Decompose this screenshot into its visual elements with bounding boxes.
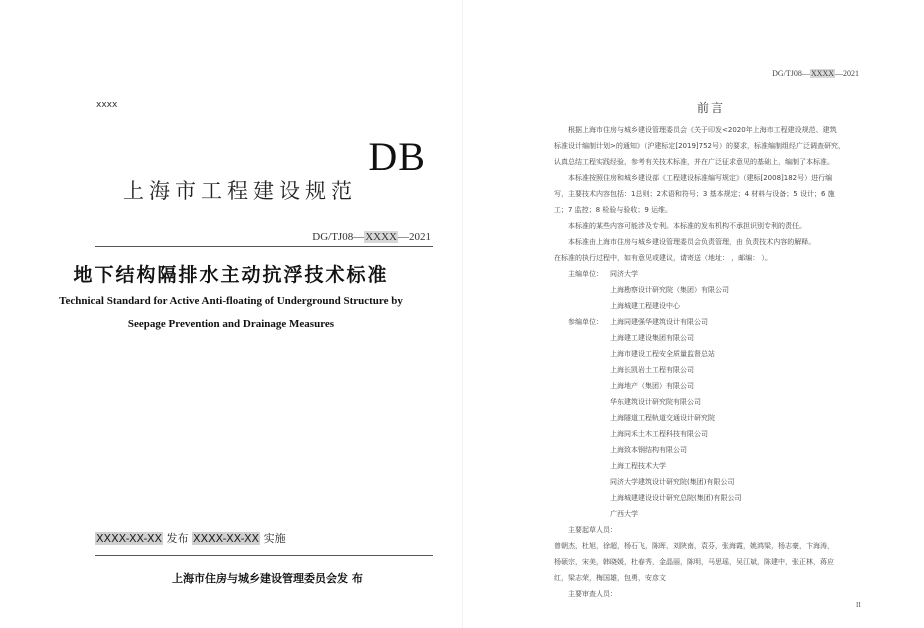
title-english-line1: Technical Standard for Active Anti-floating of Underground Structure by: [59, 295, 403, 307]
code-placeholder: XXXX: [365, 231, 397, 243]
para1-line2: 标准设计编制计划>的通知》（沪建标定[2019]752号）的要求，标准编制组经广泛调查研究，: [554, 142, 846, 150]
title-chinese: 地下结构隔排水主动抗浮技术标准: [73, 264, 389, 286]
title-english-line2: Seepage Prevention and Drainage Measures: [127, 318, 335, 330]
page-divider: [462, 0, 463, 628]
participating-unit: 上海长凯岩土工程有限公司: [610, 366, 694, 374]
preface-title: 前言: [697, 101, 726, 115]
para2-line3: 工；7 监控；8 检验与验收；9 运维。: [554, 206, 673, 214]
participating-unit: 同济大学建筑设计研究院(集团)有限公司: [610, 478, 735, 486]
participating-unit: 上海工程技术大学: [610, 462, 666, 470]
effective-text: 实施: [263, 532, 286, 545]
code-suffix: —2021: [398, 231, 431, 243]
standard-code: [312, 231, 431, 243]
drafters-line3: 红，梁志荣，梅国雄，包勇，安彦文: [554, 574, 666, 582]
participating-unit: 上海同禾土木工程科技有限公司: [610, 430, 708, 438]
header-code: [772, 69, 859, 78]
para2-line1: 本标准按照住房和城乡建设部《工程建设标准编写规定》（建标[2008]182号）进行编: [568, 174, 833, 182]
top-rule: [95, 246, 433, 247]
participating-unit: 上海致本钢结构有限公司: [610, 446, 687, 454]
header-code-suffix: —2021: [835, 69, 859, 78]
para2-line2: 写，主要技术内容包括：1总则；2术语和符号；3 基本规定；4 材料与设备；5 设计；6 施: [554, 190, 835, 198]
para3: 本标准的某些内容可能涉及专利。本标准的发布机构不承担识别专利的责任。: [568, 222, 806, 230]
participating-unit: 上海地产（集团）有限公司: [610, 382, 694, 390]
chief-unit: 上海城建工程建设中心: [610, 302, 680, 310]
reviewers-label: 主要审查人员：: [568, 590, 617, 598]
participating-unit: 上海隧道工程轨道交通设计研究院: [610, 414, 715, 422]
para1-line1: 根据上海市住房与城乡建设管理委员会《关于印发<2020年上海市工程建设规范、建筑: [568, 126, 837, 134]
participating-unit: 上海城建建设设计研究总院(集团)有限公司: [610, 494, 742, 502]
para4-line2: 在标准的执行过程中，如有意见或建议，请寄送（地址： ，邮编： ）。: [554, 254, 772, 262]
publisher: 上海市住房与城乡建设管理委员会发 布: [172, 572, 363, 585]
series-title: 上海市工程建设规范: [123, 179, 357, 203]
page-number: II: [856, 601, 861, 609]
participating-unit: 华东建筑设计研究院有限公司: [610, 398, 701, 406]
participating-unit: 上海建工建设集团有限公司: [610, 334, 694, 342]
chief-units-label: 主编单位：: [568, 270, 603, 278]
para1-line3: 认真总结工程实践经验，参考有关技术标准，并在广泛征求意见的基础上，编制了本标准。: [554, 158, 834, 166]
db-mark: DB: [368, 134, 426, 179]
code-prefix: DG/TJ08—: [312, 231, 365, 243]
header-code-placeholder: XXXX: [810, 69, 834, 78]
chief-unit: 同济大学: [610, 270, 638, 278]
issue-dates: [95, 530, 286, 546]
header-code-prefix: DG/TJ08—: [772, 69, 810, 78]
drafters-label: 主要起草人员：: [568, 526, 617, 534]
para4-line1: 本标准由上海市住房与城乡建设管理委员会负责管理，由 负责技术内容的解释。: [568, 238, 816, 246]
bottom-rule: [95, 555, 433, 556]
participating-unit: 上海市建设工程安全质量监督总站: [610, 350, 715, 358]
cover-marker: xxxx: [96, 100, 118, 110]
participating-unit: 上海同建强华建筑设计有限公司: [610, 318, 708, 326]
drafters-line2: 杨硕宗，宋美，韩晓媛，杜春秀，金晶丽，陈明，马思瑶，吴江斌，陈建中，张正林，蒋应: [554, 558, 834, 566]
participating-unit: 广西大学: [610, 510, 638, 518]
effective-date: XXXX-XX-XX: [193, 532, 260, 545]
chief-unit: 上海勘察设计研究院（集团）有限公司: [610, 286, 729, 294]
drafters-line1: 曾朝杰，杜旭，徐超，杨石飞，陈晖，刘陕南，袁芬，张海霞，姚鸿梁，杨志豪，卞海涛，: [554, 542, 834, 550]
issue-date: XXXX-XX-XX: [96, 532, 163, 545]
issue-text: 发布: [166, 532, 189, 545]
participating-units-label: 参编单位：: [568, 318, 603, 326]
